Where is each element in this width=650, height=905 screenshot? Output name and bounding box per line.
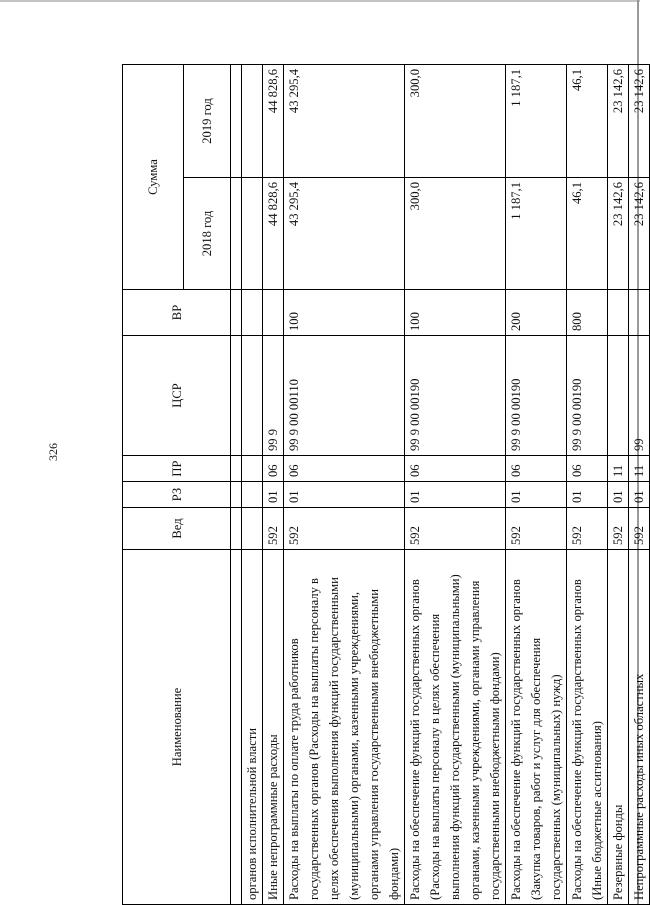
- header-sum: Сумма: [123, 64, 184, 289]
- row-ved: 592: [629, 508, 650, 550]
- row-csr: 99 9: [263, 336, 284, 456]
- row-sum-2018: 43 295,4: [284, 178, 405, 290]
- row-rz: 01: [263, 482, 284, 508]
- header-name: Наименование: [123, 550, 231, 905]
- row-csr: [242, 336, 263, 456]
- row-pr: 06: [567, 456, 608, 482]
- budget-table-rotated: [122, 65, 646, 905]
- row-pr: 06: [405, 456, 506, 482]
- row-sum-2019: 300,0: [405, 64, 506, 177]
- row-sum-2019: 1 187,1: [506, 64, 567, 177]
- table-row: [284, 64, 405, 904]
- header-csr: ЦСР: [123, 336, 231, 456]
- row-name: Иные непрограммные расходы: [263, 550, 284, 905]
- row-vr: [629, 290, 650, 336]
- row-vr: [608, 290, 629, 336]
- row-name: Расходы на обеспечение функций государственных органов (Иные бюджетные ассигнования): [567, 550, 608, 905]
- page-number: 326: [46, 443, 60, 461]
- row-vr: 100: [405, 290, 506, 336]
- row-csr: 99: [629, 336, 650, 456]
- row-csr: [608, 336, 629, 456]
- header-rz: РЗ: [123, 482, 231, 508]
- spacer-row: [231, 64, 242, 904]
- table-row: [567, 64, 608, 904]
- row-sum-2018: 1 187,1: [506, 178, 567, 290]
- row-name: Расходы на выплаты по оплате труда работников государственных органов (Расходы на выплаты персоналу в целях обеспечения выполнения функций государственными (муниципальными) органами, казенными учреждениями, органами управления государственными внебюджетными фондами): [284, 550, 405, 905]
- row-name: Расходы на обеспечение функций государственных органов (Расходы на выплаты персоналу в целях обеспечения выполнения функций государственными (муниципальными) органами, казенными учреждениями, органами управления государственными внебюджетными фондами): [405, 550, 506, 905]
- row-ved: [242, 508, 263, 550]
- row-sum-2018: 23 142,6: [608, 178, 629, 290]
- table-row: [608, 64, 629, 904]
- row-sum-2019: 43 295,4: [284, 64, 405, 177]
- header-vr: ВР: [123, 290, 231, 336]
- table-row: [629, 64, 650, 904]
- row-name: Расходы на обеспечение функций государственных органов (Закупка товаров, работ и услуг для обеспечения государственных (муниципальных) нужд): [506, 550, 567, 905]
- row-vr: 800: [567, 290, 608, 336]
- row-rz: 01: [506, 482, 567, 508]
- row-pr: 11: [608, 456, 629, 482]
- table-row: [405, 64, 506, 904]
- table-row: [242, 64, 263, 904]
- row-pr: 06: [506, 456, 567, 482]
- row-vr: [263, 290, 284, 336]
- row-sum-2018: 300,0: [405, 178, 506, 290]
- header-pr: ПР: [123, 456, 231, 482]
- row-rz: 01: [629, 482, 650, 508]
- table-row: [506, 64, 567, 904]
- header-2018: 2018 год: [184, 178, 231, 290]
- row-rz: 01: [405, 482, 506, 508]
- row-sum-2019: [242, 64, 263, 177]
- row-ved: 592: [608, 508, 629, 550]
- row-ved: 592: [567, 508, 608, 550]
- table-row: [263, 64, 284, 904]
- row-vr: 200: [506, 290, 567, 336]
- row-sum-2019: 23 142,6: [629, 64, 650, 177]
- row-vr: 100: [284, 290, 405, 336]
- row-name: Непрограммные расходы иных областных: [629, 550, 650, 905]
- header-2019: 2019 год: [184, 64, 231, 177]
- row-sum-2019: 44 828,6: [263, 64, 284, 177]
- row-sum-2018: [242, 178, 263, 290]
- row-sum-2019: 46,1: [567, 64, 608, 177]
- row-ved: 592: [263, 508, 284, 550]
- header-ved: Вед: [123, 508, 231, 550]
- row-csr: 99 9 00 00190: [405, 336, 506, 456]
- row-pr: [242, 456, 263, 482]
- row-csr: 99 9 00 00110: [284, 336, 405, 456]
- row-pr: 06: [263, 456, 284, 482]
- row-ved: 592: [405, 508, 506, 550]
- row-csr: 99 9 00 00190: [567, 336, 608, 456]
- row-pr: 11: [629, 456, 650, 482]
- row-pr: 06: [284, 456, 405, 482]
- row-name: Резервные фонды: [608, 550, 629, 905]
- row-ved: 592: [284, 508, 405, 550]
- row-rz: 01: [608, 482, 629, 508]
- row-rz: [242, 482, 263, 508]
- row-rz: 01: [284, 482, 405, 508]
- row-sum-2018: 23 142,6: [629, 178, 650, 290]
- row-sum-2018: 44 828,6: [263, 178, 284, 290]
- row-name: органов исполнительной власти: [242, 550, 263, 905]
- row-rz: 01: [567, 482, 608, 508]
- budget-table: [122, 64, 650, 905]
- row-sum-2018: 46,1: [567, 178, 608, 290]
- row-ved: 592: [506, 508, 567, 550]
- row-csr: 99 9 00 00190: [506, 336, 567, 456]
- row-sum-2019: 23 142,6: [608, 64, 629, 177]
- row-vr: [242, 290, 263, 336]
